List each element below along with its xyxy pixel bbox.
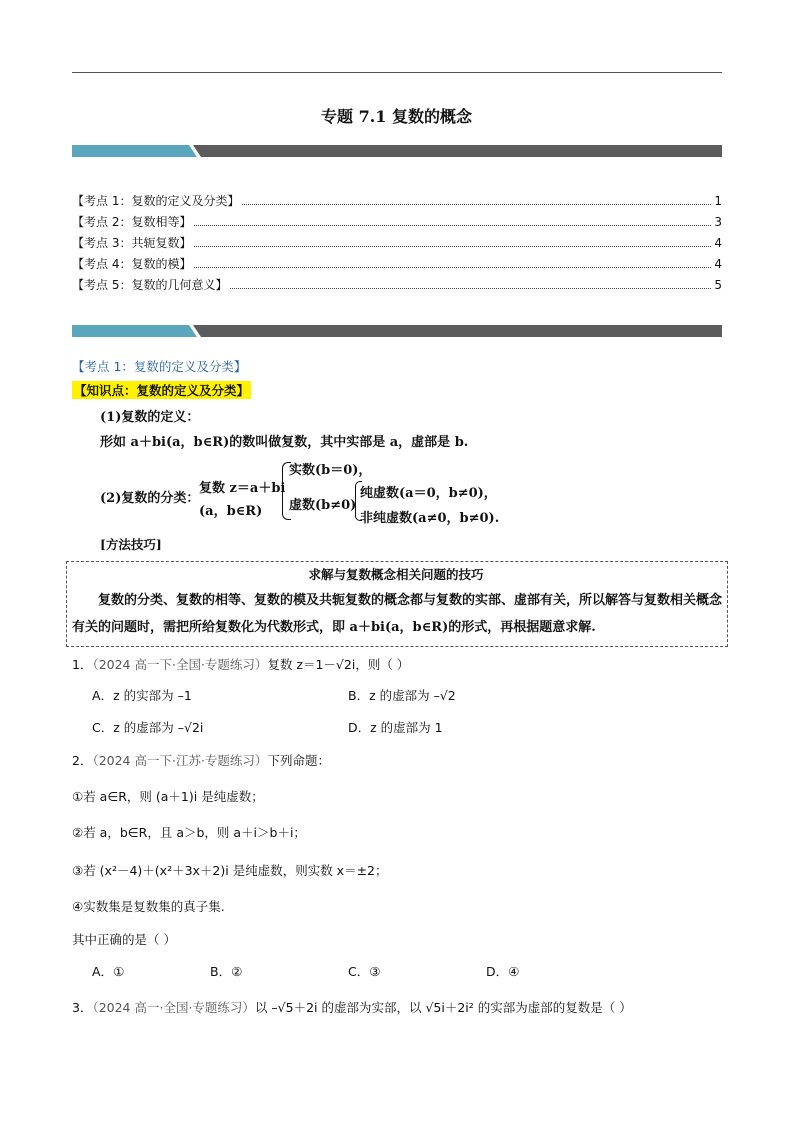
banner-divider-2: [72, 325, 722, 337]
top-rule: [72, 72, 722, 73]
question-2: 2．（2024 高一下·江苏·专题练习）下列命题：: [72, 753, 330, 768]
q2-option-b[interactable]: B．②: [210, 964, 243, 979]
toc-item[interactable]: 【考点 2：复数相等】 3: [72, 215, 722, 229]
classification-left-1: 复数 z＝a＋bi: [199, 481, 286, 496]
q2-option-d[interactable]: D．④: [486, 964, 520, 979]
section-heading: 【考点 1：复数的定义及分类】: [72, 359, 247, 374]
class-pure-imaginary: 纯虚数(a＝0，b≠0)，: [360, 486, 497, 501]
toc-item[interactable]: 【考点 1：复数的定义及分类】 1: [72, 194, 722, 208]
q2-statement-4: ④实数集是复数集的真子集.: [72, 899, 225, 914]
toc-item[interactable]: 【考点 5：复数的几何意义】 5: [72, 278, 722, 292]
q1-option-c[interactable]: C．z 的虚部为 –√2i: [92, 720, 204, 735]
q2-statement-3: ③若 (x²－4)＋(x²＋3x＋2)i 是纯虚数，则实数 x＝±2；: [72, 863, 388, 878]
q2-statement-2: ②若 a，b∈R，且 a＞b，则 a＋i＞b＋i；: [72, 825, 306, 840]
method-title: 求解与复数概念相关问题的技巧: [308, 567, 484, 582]
table-of-contents: [72, 192, 722, 297]
q2-option-a[interactable]: A．①: [92, 964, 125, 979]
q2-statement-1: ①若 a∈R，则 (a＋1)i 是纯虚数；: [72, 789, 264, 804]
toc-item[interactable]: 【考点 4：复数的模】 4: [72, 257, 722, 271]
toc-item[interactable]: 【考点 3：共轭复数】 4: [72, 236, 722, 250]
banner-divider-1: [72, 145, 722, 157]
classification-left-2: (a，b∈R): [199, 504, 263, 519]
question-1: 1．（2024 高一下·全国·专题练习）复数 z＝1－√2i，则（ ）: [72, 657, 410, 672]
q2-option-c[interactable]: C．③: [348, 964, 381, 979]
definition-text: 形如 a＋bi(a，b∈R)的数叫做复数，其中实部是 a，虚部是 b.: [100, 435, 469, 450]
classification-title: (2)复数的分类：: [100, 491, 200, 506]
definition-title: (1)复数的定义：: [100, 410, 200, 425]
question-3: 3．（2024 高一·全国·专题练习）以 –√5＋2i 的虚部为实部，以 √5i＋2i² 的实部为虚部的复数是（ ）: [72, 1000, 632, 1015]
class-non-pure-imaginary: 非纯虚数(a≠0，b≠0).: [360, 511, 500, 526]
method-body: 复数的分类、复数的相等、复数的模及共轭复数的概念都与复数的实部、虚部有关，所以解答与复数相关概念有关的问题时，需把所给复数化为代数形式，即 a＋bi(a，b∈R)的形式，再根据题意求解.: [72, 593, 723, 635]
knowledge-tag: 【知识点：复数的定义及分类】: [74, 383, 250, 398]
q1-option-a[interactable]: A．z 的实部为 –1: [92, 688, 192, 703]
q1-option-b[interactable]: B．z 的虚部为 –√2: [348, 688, 456, 703]
class-real: 实数(b＝0)，: [289, 463, 372, 478]
page-title: 专题 7.1 复数的概念: [321, 107, 472, 126]
q1-option-d[interactable]: D．z 的虚部为 1: [348, 720, 443, 735]
class-imaginary: 虚数(b≠0): [289, 498, 357, 513]
method-label: [方法技巧]: [100, 537, 162, 552]
q2-ask: 其中正确的是（ ）: [72, 932, 176, 947]
